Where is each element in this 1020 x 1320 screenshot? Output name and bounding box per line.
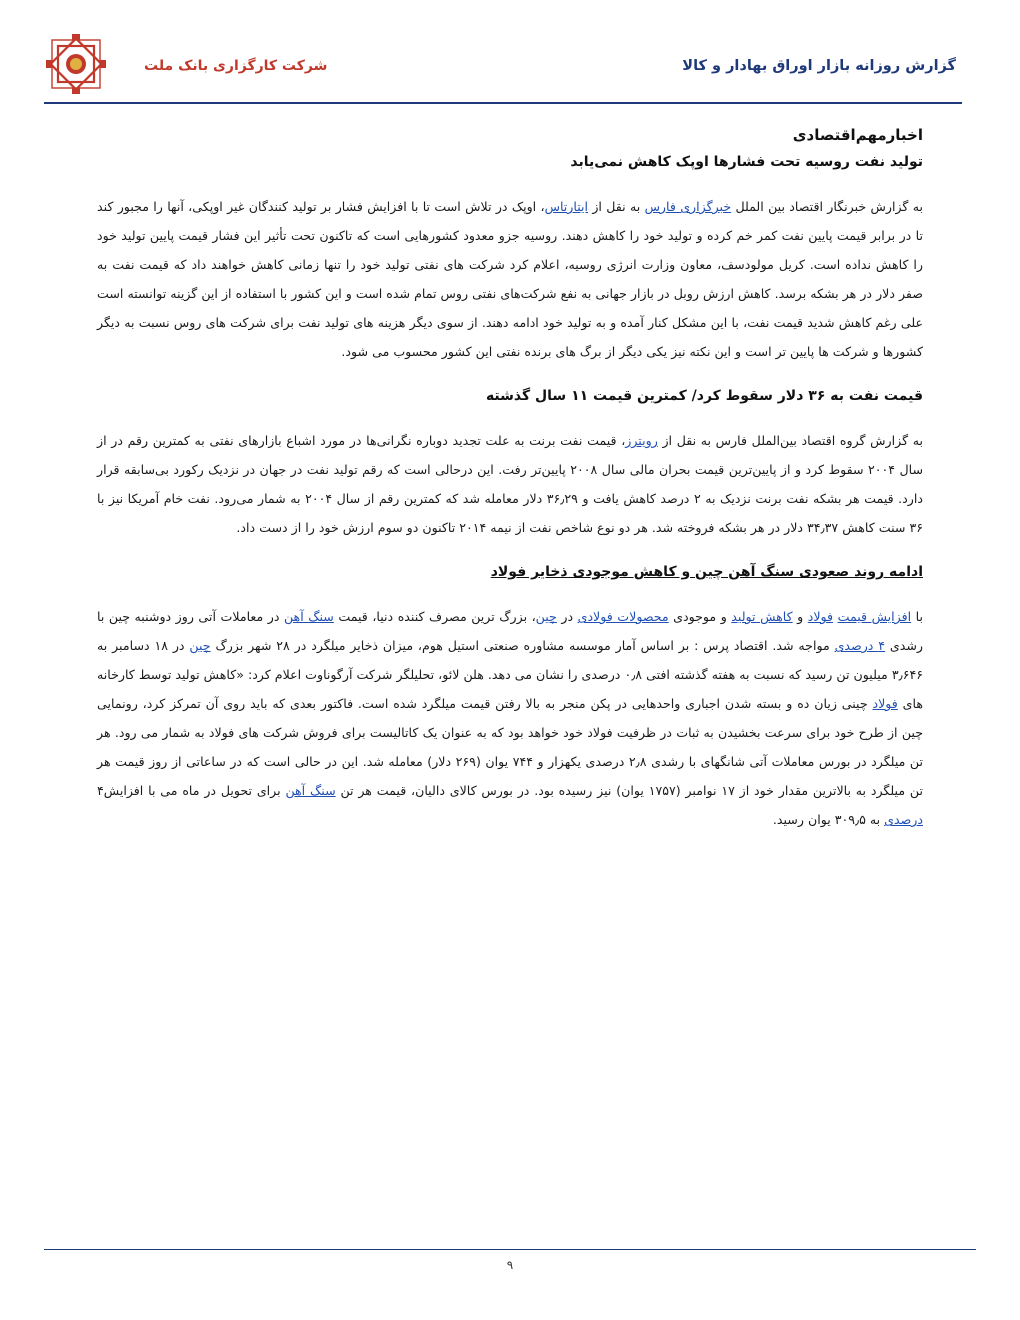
article-text: به نقل از <box>588 199 645 214</box>
article-text: مواجه شد. اقتصاد پرس : بر اساس آمار موسسه مشاوره صنعتی استیل هوم، میزان ذخایر میلگرد در ۲۸ شهر بزرگ <box>210 638 835 653</box>
article-text: ، قیمت نفت برنت به علت تجدید دوباره نگرانی‌ها در مورد اشباع بازارهای نفتی به کمترین رقم در از سال ۲۰۰۴ سقوط کرد و از پایین‌ترین قیمت بحران مالی سال ۲۰۰۸ پایین‌تر رفت. این درحالی است که رقم تولید نفت در جهان در نزدیک رکورد بی‌سابقه قرار دارد. قیمت هر بشکه نفت برنت نزدیک به ۲ درصد کاهش یافت و ۳۶٫۲۹ دلار معامله شد که کمترین رقم از سال ۲۰۰۴ به شمار می‌رود. نفت خام آمریکا نیز با ۳۶ سنت کاهش ۳۴٫۳۷ دلار در هر بشکه فروخته شد. هر دو نوع شاخص نفت از نیمه ۲۰۱۴ تاکنون دو سوم ارزش خود را از دست داد. <box>97 433 924 535</box>
article-text: و موجودی <box>668 609 732 624</box>
headline-3: ادامه روند صعودی سنگ آهن چین و کاهش موجودی ذخایر فولاد <box>490 564 923 580</box>
article-link[interactable]: خبرگزاری فارس <box>644 199 732 214</box>
article-body-2 <box>97 426 923 542</box>
bank-mellat-logo-icon <box>44 32 108 96</box>
header-divider <box>44 102 962 104</box>
page-header <box>44 28 960 98</box>
article-link[interactable]: محصولات فولادی <box>577 609 669 624</box>
footer-divider <box>44 1249 976 1250</box>
article-link[interactable]: ایتارتاس <box>544 199 589 214</box>
article-link[interactable]: رویترز <box>625 433 658 448</box>
page-number: ۹ <box>506 1258 514 1272</box>
article-link[interactable]: درصدی <box>884 812 923 827</box>
article-text: ، اوپک در تلاش است تا با افزایش فشار بر تولید کنندگان غیر اوپکی، آنها را مجبور کند تا در برابر قیمت پایین نفت کمر خم کرده و تولید خود را کاهش دهند. روسیه جزو معدود کشورهایی است که تاکنون تحت تأثیر این فشار قیمت پایین تولید خود را کاهش نداده است. کریل مولودسف، معاون وزارت انرژی روسیه، اعلام کرد شرکت های نفتی تولید خود را تنها زمانی کاهش خواهند داد که قیمت نفت به صفر دلار در هر بشکه برسد. کاهش ارزش روبل در بازار جهانی به نفع شرکت‌های نفتی روس تمام شده است و این کشور با استفاده از این گزینه توانسته است علی رغم کاهش شدید قیمت نفت، با این مشکل کنار آمده و به تولید خود ادامه دهند. از سوی دیگر هزینه های تولید نفت برای شرکت های روس نسبت به دیگر کشورها و شرکت ها پایین تر است و این نکته نیز یکی دیگر از برگ های برنده نفتی این کشور محسوب می شود. <box>97 199 923 359</box>
company-name: شرکت کارگزاری بانک ملت <box>144 58 328 74</box>
article-text: ، بزرگ ترین مصرف کننده دنیا، قیمت <box>333 609 536 624</box>
article-text: برای تحویل در ماه می با افزایش۴ <box>97 783 286 798</box>
article-text: به ۳۰۹٫۵ یوان رسید. <box>772 812 885 827</box>
article-body-3 <box>97 602 923 834</box>
article-text: در معاملات آتی روز دوشنبه چین با رشدی <box>97 609 924 653</box>
article-link[interactable]: ۴ درصدی <box>834 638 886 653</box>
article-link[interactable]: سنگ آهن <box>285 783 336 798</box>
article-link[interactable]: چین <box>535 609 557 624</box>
article-link[interactable]: فولاد <box>807 609 834 624</box>
article-link[interactable]: سنگ آهن <box>283 609 334 624</box>
article-link[interactable]: کاهش تولید <box>731 609 793 624</box>
article-text: در <box>556 609 578 624</box>
headline-2: قیمت نفت به ۳۶ دلار سقوط کرد/ کمترین قیمت ۱۱ سال گذشته <box>485 388 923 404</box>
article-text: به گزارش خبرنگار اقتصاد بین الملل <box>731 199 924 214</box>
article-text: در ۱۸ دسامبر به ۳٫۶۴۶ میلیون تن رسید که نسبت به هفته گذشته افتی ۰٫۸ درصدی را نشان می دهد. هلن لائو، تحلیلگر شرکت آرگوناوت اعلام کرد: «کاهش تولید توسط کارخانه های <box>97 638 923 711</box>
article-link[interactable]: افزایش قیمت <box>837 609 912 624</box>
article-body-1 <box>97 192 923 366</box>
article-link[interactable]: فولاد <box>872 696 898 711</box>
headline-1: تولید نفت روسیه تحت فشارها اوپک کاهش نمی‌یابد <box>570 154 923 170</box>
article-text: و <box>792 609 808 624</box>
section-label: اخبارمهم‌اقتصادی <box>792 126 923 144</box>
article-text: چینی زیان ده و بسته شدن اجباری واحدهایی در پکن منجر به بالا رفتن قیمت میلگرد شده است. فاکتور بعدی که باید روی آن تمرکز کرد، رونمایی چین از طرح خود برای سرعت بخشیدن به ثبات در ظرفیت فولاد خود خواهد بود که به عنوان یک کاتالیست برای فروش شرکت های فولاد به شمار می رود. هر تن میلگرد در بورس معاملات آتی شانگهای با رشدی ۲٫۸ درصدی یکهزار و ۷۴۴ یوان (۲۶۹ دلار) معامله شد. این در حالی است که در ساعاتی از روز قیمت هر تن میلگرد به بالاترین مقدار خود از ۱۷ نوامبر (۱۷۵۷ یوان) نیز رسیده بود. در بورس کالای دالیان، قیمت هر تن <box>97 696 923 798</box>
article-link[interactable]: چین <box>189 638 211 653</box>
article-text: به گزارش گروه اقتصاد بین‌الملل فارس به نقل از <box>657 433 923 448</box>
article-text: با <box>911 609 923 624</box>
news-content <box>97 118 923 856</box>
report-title: گزارش روزانه بازار اوراق بهادار و کالا <box>682 58 956 74</box>
